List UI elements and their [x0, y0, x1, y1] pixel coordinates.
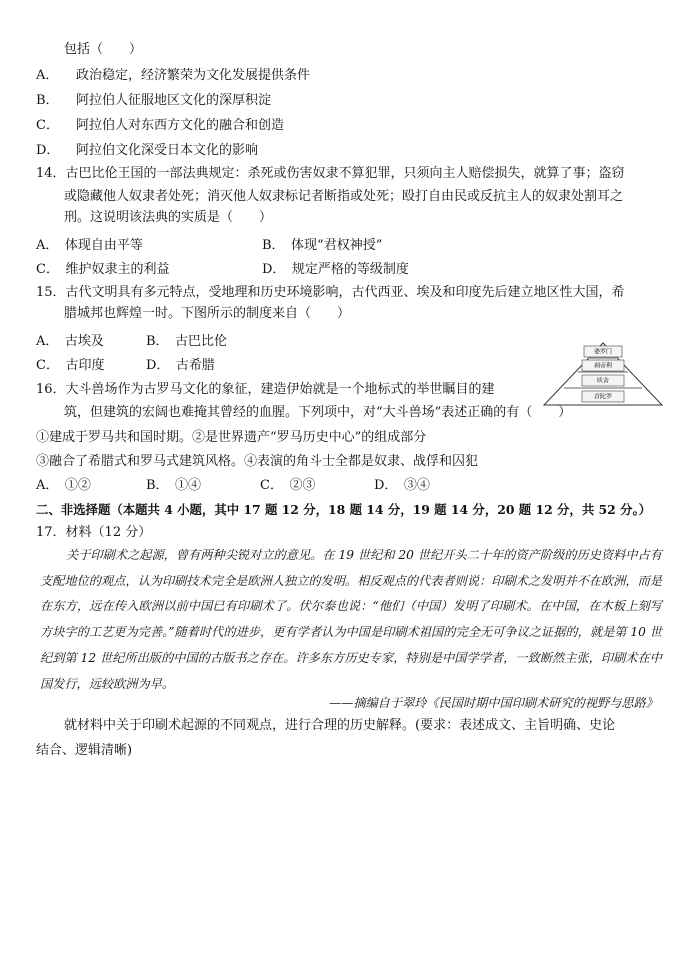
q14-option-c: C． 维护奴隶主的利益: [36, 262, 170, 277]
q15-option-d: D． 古希腊: [146, 358, 215, 373]
q17-task-line1: 就材料中关于印刷术起源的不同观点，进行合理的历史解释。(要求：表述成文、主旨明确、史论: [64, 718, 616, 733]
pyramid-level-1: 婆罗门: [593, 348, 613, 356]
q14-stem-line3: 刑。这说明该法典的实质是（ ）: [64, 210, 273, 225]
q13-option-d: D． 阿拉伯文化深受日本文化的影响: [36, 143, 259, 158]
q13-stem-end: 包括（ ）: [64, 42, 143, 57]
pyramid-level-3: 吠舍: [596, 377, 610, 385]
q17-task-line2: 结合、逻辑清晰): [36, 743, 133, 758]
q17-material-text: 关于印刷术之起源，曾有两种尖锐对立的意见。在 19 世纪和 20 世纪开头二十年的资产阶级的历史资料中占有支配地位的观点，认为印刷技术完全是欧洲人独立的发明。相反观点的代表者则说：印刷术之发明并不在欧洲，而是在东方，远在传入欧洲以前中国已有印刷术了。伏尔泰也说：“他们（中国）发明了印刷术。在中国，在木板上刻写方块字的工艺更为完善。”随着时代的进步，更有学者认为中国是印刷术祖国的完全无可争议之证据的，就是第 10 世纪到第 12 世纪所出版的中国的古版书之存在。许多东方历史专家，特别是中国学学者，一致断然主张，印刷术在中国发行，远较欧洲为早。: [40, 548, 662, 691]
q16-statement-line1: ①建成于罗马共和国时期。②是世界遗产“罗马历史中心”的组成部分: [36, 430, 427, 445]
q16-option-d: D． ③④: [374, 478, 430, 493]
q15-stem-line2: 腊城邦也辉煌一时。下图所示的制度来自（ ）: [64, 306, 351, 321]
q14-option-d: D． 规定严格的等级制度: [262, 262, 409, 277]
q16-stem-line1: 16．大斗兽场作为古罗马文化的象征，建造伊始就是一个地标式的举世瞩目的建: [36, 382, 495, 397]
q13-option-a: A． 政治稳定，经济繁荣为文化发展提供条件: [36, 68, 311, 83]
q16-option-b: B． ①④: [146, 478, 202, 493]
q15-option-c: C． 古印度: [36, 358, 105, 373]
q13-option-b: B． 阿拉伯人征服地区文化的深厚积淀: [36, 93, 272, 108]
section2-heading: 二、非选择题（本题共 4 小题，其中 17 题 12 分，18 题 14 分，19 题 14 分，20 题 12 分，共 52 分。）: [36, 502, 652, 517]
pyramid-level-4: 首陀罗: [593, 393, 613, 401]
q13-option-c: C． 阿拉伯人对东西方文化的融合和创造: [36, 118, 285, 133]
q14-stem-line1: 14．古巴比伦王国的一部法典规定：杀死或伤害奴隶不算犯罪，只须向主人赔偿损失，就算了事；盗窃: [36, 166, 625, 181]
q14-option-b: B． 体现“君权神授”: [262, 238, 383, 253]
q14-stem-line2: 或隐藏他人奴隶者处死；消灭他人奴隶标记者断指或处死；殴打自由民或反抗主人的奴隶处割耳之: [64, 189, 624, 204]
q16-option-c: C． ②③: [260, 478, 316, 493]
q16-statement-line2: ③融合了希腊式和罗马式建筑风格。④表演的角斗士全都是奴隶、战俘和囚犯: [36, 454, 479, 469]
q16-stem-line2: 筑，但建筑的宏阔也难掩其曾经的血腥。下列项中，对“大斗兽场”表述正确的有（ ）: [64, 405, 572, 420]
caste-pyramid-figure: [542, 342, 664, 406]
pyramid-level-2: 刹帝利: [593, 362, 613, 370]
q15-option-b: B． 古巴比伦: [146, 334, 228, 349]
q15-stem-line1: 15．古代文明具有多元特点，受地理和历史环境影响，古代西亚、埃及和印度先后建立地区性大国，希: [36, 285, 625, 300]
q17-title: 17．材料（12 分）: [36, 525, 152, 540]
q15-option-a: A． 古埃及: [36, 334, 104, 349]
q17-material-source: ——摘编自于翠玲《民国时期中国印刷术研究的视野与思路》: [328, 696, 658, 710]
q14-option-a: A． 体现自由平等: [36, 238, 143, 253]
q16-option-a: A． ①②: [36, 478, 91, 493]
